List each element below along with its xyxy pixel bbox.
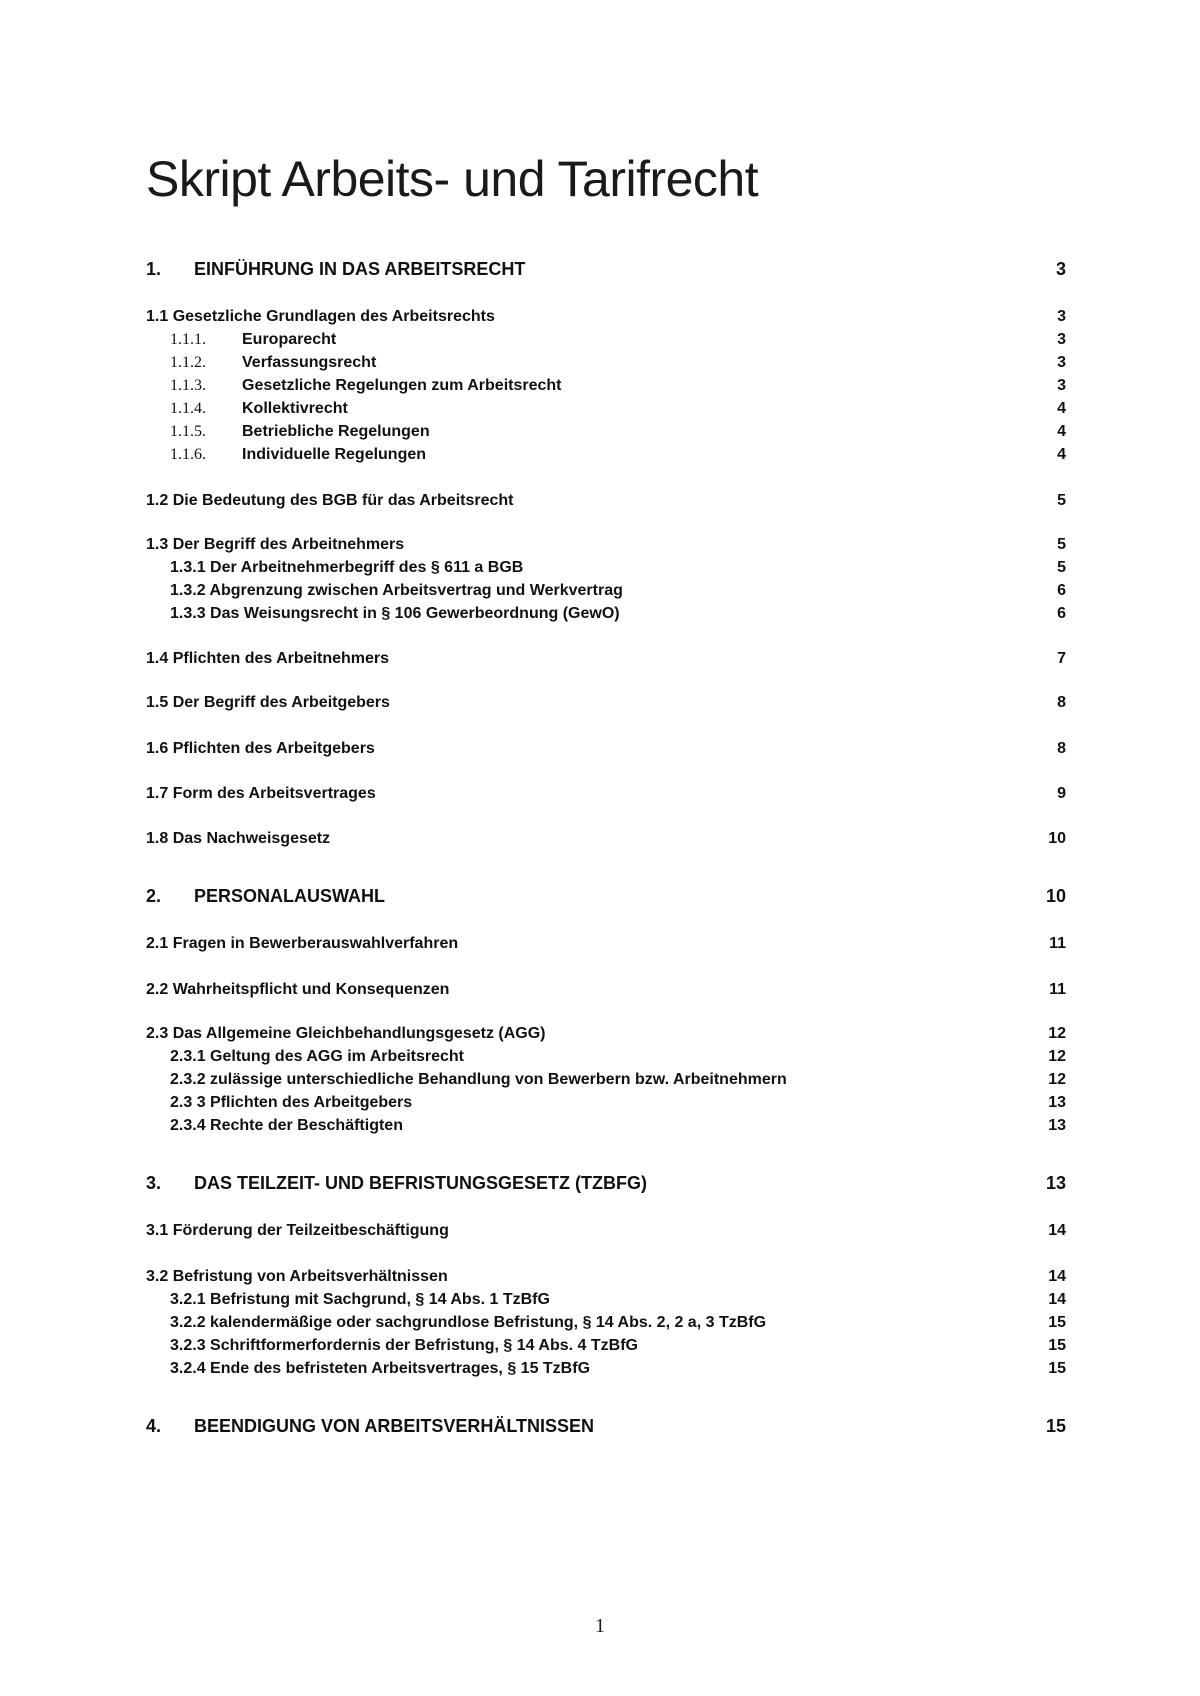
- toc-entry-label: Europarecht: [242, 331, 337, 348]
- toc-entry-page: 5: [1057, 536, 1066, 553]
- toc-entry-label: 1.5 Der Begriff des Arbeitgebers: [146, 694, 390, 711]
- toc-entry[interactable]: [146, 443, 1066, 467]
- toc-entry-label: 1.3.2 Abgrenzung zwischen Arbeitsvertrag und Werkvertrag: [170, 582, 623, 599]
- toc-entry[interactable]: [146, 1311, 1066, 1335]
- toc-entry-page: 11: [1049, 981, 1066, 998]
- toc-entry-page: 3: [1057, 331, 1066, 348]
- toc-entry[interactable]: [146, 1414, 1066, 1438]
- toc-entry-label: 2.3.4 Rechte der Beschäftigten: [170, 1117, 403, 1134]
- toc-entry-label: 1.1 Gesetzliche Grundlagen des Arbeitsrechts: [146, 308, 495, 325]
- toc-entry-number: 1.: [146, 259, 162, 279]
- toc-entry-page: 8: [1057, 740, 1066, 757]
- toc-entry-number: 1.1.5.: [170, 423, 206, 440]
- toc-entry[interactable]: [146, 351, 1066, 375]
- toc-entry-label: 1.4 Pflichten des Arbeitnehmers: [146, 650, 390, 667]
- toc-entry-label: Gesetzliche Regelungen zum Arbeitsrecht: [242, 377, 562, 394]
- toc-entry-page: 11: [1049, 935, 1066, 952]
- toc-entry-label: 1.3 Der Begriff des Arbeitnehmers: [146, 536, 405, 553]
- toc-entry-label: 2.1 Fragen in Bewerberauswahlverfahren: [146, 935, 459, 952]
- toc-entry[interactable]: [146, 328, 1066, 352]
- toc-entry[interactable]: [146, 533, 1066, 557]
- toc-entry-number: 3.: [146, 1173, 162, 1193]
- toc-entry-page: 15: [1048, 1314, 1066, 1331]
- toc-entry-label: 3.2.4 Ende des befristeten Arbeitsvertrages, § 15 TzBfG: [170, 1360, 591, 1377]
- toc-entry[interactable]: [146, 1114, 1066, 1138]
- document-title: Skript Arbeits- und Tarifrecht: [146, 151, 759, 207]
- toc-entry-page: 6: [1057, 582, 1066, 599]
- toc-entry[interactable]: [146, 305, 1066, 329]
- toc-entry-page: 4: [1057, 446, 1066, 463]
- toc-entry[interactable]: [146, 579, 1066, 603]
- toc-entry-page: 14: [1048, 1268, 1066, 1285]
- toc-entry-page: 10: [1048, 830, 1066, 847]
- toc-entry[interactable]: [146, 397, 1066, 421]
- toc-entry[interactable]: [146, 1219, 1066, 1243]
- toc-entry-label: EINFÜHRUNG IN DAS ARBEITSRECHT: [194, 259, 526, 279]
- toc-entry-number: 1.1.2.: [170, 354, 206, 371]
- toc-entry[interactable]: [146, 1334, 1066, 1358]
- toc-entry-label: 1.3.1 Der Arbeitnehmerbegriff des § 611 a BGB: [170, 559, 524, 576]
- toc-entry-label: PERSONALAUSWAHL: [194, 886, 386, 906]
- toc-entry-label: Verfassungsrecht: [242, 354, 377, 371]
- toc-entry[interactable]: [146, 1288, 1066, 1312]
- toc-entry[interactable]: [146, 691, 1066, 715]
- toc-entry-number: 2.: [146, 886, 162, 906]
- toc-entry-label: Betriebliche Regelungen: [242, 423, 430, 440]
- toc-entry-page: 10: [1045, 886, 1066, 906]
- toc-entry-label: Kollektivrecht: [242, 400, 348, 417]
- toc-entry-page: 12: [1048, 1025, 1066, 1042]
- toc-entry-label: 2.3.2 zulässige unterschiedliche Behandlung von Bewerbern bzw. Arbeitnehmern: [170, 1071, 787, 1088]
- toc-entry-number: 1.1.6.: [170, 446, 206, 463]
- toc-entry-page: 12: [1048, 1048, 1066, 1065]
- toc-entry-number: 1.1.4.: [170, 400, 206, 417]
- toc-entry[interactable]: [146, 827, 1066, 851]
- toc-entry[interactable]: [146, 556, 1066, 580]
- toc-entry-page: 3: [1057, 354, 1066, 371]
- toc-entry-page: 14: [1048, 1222, 1066, 1239]
- toc-entry[interactable]: [146, 374, 1066, 398]
- toc-entry[interactable]: [146, 257, 1066, 281]
- toc-entry-page: 4: [1057, 400, 1066, 417]
- toc-entry[interactable]: [146, 1045, 1066, 1069]
- toc-entry-label: 1.3.3 Das Weisungsrecht in § 106 Gewerbeordnung (GewO): [170, 605, 620, 622]
- toc-entry[interactable]: [146, 1091, 1066, 1115]
- toc-entry-label: 1.6 Pflichten des Arbeitgebers: [146, 740, 375, 757]
- toc-entry[interactable]: [146, 489, 1066, 513]
- toc-entry[interactable]: [146, 1357, 1066, 1381]
- toc-entry-page: 7: [1057, 650, 1066, 667]
- toc-entry[interactable]: [146, 978, 1066, 1002]
- toc-entry-page: 15: [1048, 1360, 1066, 1377]
- toc-entry-page: 9: [1057, 785, 1066, 802]
- toc-entry-page: 8: [1057, 694, 1066, 711]
- toc-entry-number: 1.1.1.: [170, 331, 206, 348]
- toc-entry[interactable]: [146, 782, 1066, 806]
- toc-entry-label: 2.3 Das Allgemeine Gleichbehandlungsgesetz (AGG): [146, 1025, 546, 1042]
- toc-entry-page: 13: [1048, 1094, 1066, 1111]
- toc-entry-page: 13: [1045, 1173, 1066, 1193]
- toc-entry-label: 2.2 Wahrheitspflicht und Konsequenzen: [146, 981, 450, 998]
- toc-entry-number: 1.1.3.: [170, 377, 206, 394]
- toc-entry-page: 12: [1048, 1071, 1066, 1088]
- toc-entry-label: 3.2.1 Befristung mit Sachgrund, § 14 Abs. 1 TzBfG: [170, 1291, 550, 1308]
- toc-entry-label: 1.2 Die Bedeutung des BGB für das Arbeitsrecht: [146, 492, 514, 509]
- toc-entry-label: 3.2.2 kalendermäßige oder sachgrundlose Befristung, § 14 Abs. 2, 2 a, 3 TzBfG: [170, 1314, 767, 1331]
- toc-entry-page: 5: [1057, 492, 1066, 509]
- toc-entry-page: 3: [1057, 377, 1066, 394]
- toc-entry-page: 13: [1048, 1117, 1066, 1134]
- toc-entry-label: 3.1 Förderung der Teilzeitbeschäftigung: [146, 1222, 449, 1239]
- toc-entry[interactable]: [146, 420, 1066, 444]
- toc-entry-page: 6: [1057, 605, 1066, 622]
- toc-entry-page: 15: [1048, 1337, 1066, 1354]
- toc-entry-label: BEENDIGUNG VON ARBEITSVERHÄLTNISSEN: [194, 1416, 595, 1436]
- toc-entry-page: 4: [1057, 423, 1066, 440]
- toc-entry[interactable]: [146, 1022, 1066, 1046]
- toc-entry-label: 2.3 3 Pflichten des Arbeitgebers: [170, 1094, 413, 1111]
- toc-entry[interactable]: [146, 932, 1066, 956]
- toc-entry-label: Individuelle Regelungen: [242, 446, 427, 463]
- toc-entry[interactable]: [146, 1265, 1066, 1289]
- toc-entry-page: 3: [1057, 308, 1066, 325]
- page-number: 1: [595, 1615, 605, 1637]
- toc-entry-page: 5: [1057, 559, 1066, 576]
- table-of-contents: [146, 0, 1066, 1696]
- toc-entry[interactable]: [146, 737, 1066, 761]
- toc-entry-label: 3.2.3 Schriftformerfordernis der Befristung, § 14 Abs. 4 TzBfG: [170, 1337, 638, 1354]
- toc-entry-label: 3.2 Befristung von Arbeitsverhältnissen: [146, 1268, 448, 1285]
- toc-entry-label: 2.3.1 Geltung des AGG im Arbeitsrecht: [170, 1048, 464, 1065]
- toc-entry[interactable]: [146, 647, 1066, 671]
- toc-entry-page: 14: [1048, 1291, 1066, 1308]
- toc-entry[interactable]: [146, 884, 1066, 908]
- toc-entry-label: 1.8 Das Nachweisgesetz: [146, 830, 331, 847]
- toc-entry-label: 1.7 Form des Arbeitsvertrages: [146, 785, 376, 802]
- toc-entry-page: 15: [1045, 1416, 1066, 1436]
- toc-entry[interactable]: [146, 1068, 1066, 1092]
- toc-entry-page: 3: [1055, 259, 1066, 279]
- toc-entry-label: DAS TEILZEIT- UND BEFRISTUNGSGESETZ (TZBFG): [194, 1173, 647, 1193]
- toc-entry[interactable]: [146, 602, 1066, 626]
- toc-entry-number: 4.: [146, 1416, 162, 1436]
- toc-entry[interactable]: [146, 1171, 1066, 1195]
